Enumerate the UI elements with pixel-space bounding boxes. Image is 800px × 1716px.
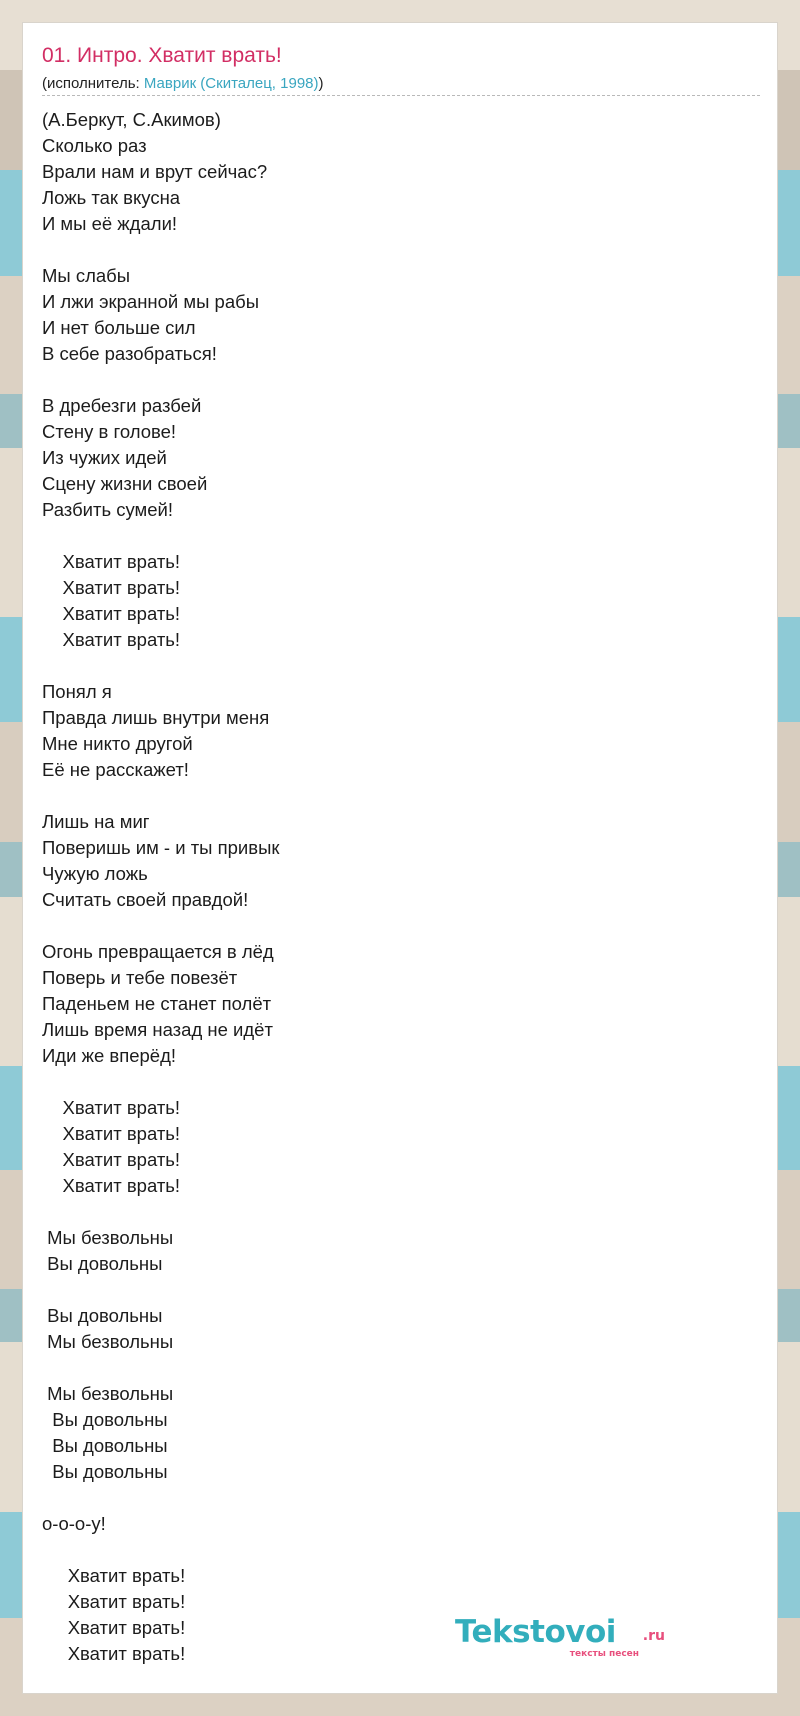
site-logo[interactable] xyxy=(455,1614,665,1660)
content-panel xyxy=(22,22,778,1694)
song-title: 01. Интро. Хватит врать! xyxy=(42,44,282,67)
logo-tld: .ru xyxy=(642,1628,665,1644)
artist-link[interactable]: Маврик (Скиталец, 1998) xyxy=(143,75,319,92)
artist-suffix: ) xyxy=(318,75,324,92)
artist-line xyxy=(42,75,760,96)
artist-prefix: (исполнитель: xyxy=(42,75,144,92)
lyrics-text: (А.Беркут, С.Акимов) Сколько раз Врали нам и врут сейчас? Ложь так вкусна И мы её ждали! Мы слабы И лжи экранной мы рабы И нет больше сил В себе разобраться! В дребезги разбей Стену в голове! Из чужих идей Сцену жизни своей Разбить сумей! Хватит врать! Хватит врать! Хватит врать! Хватит врать! Понял я Правда лишь внутри меня Мне никто другой Её не расскажет! Лишь на миг Поверишь им - и ты привык Чужую ложь Считать своей правдой! Огонь превращается в лёд Поверь и тебе повезёт Паденьем не станет полёт Лишь время назад не идёт Иди же вперёд! Хватит врать! Хватит врать! Хватит врать! Хватит врать! Мы безвольны Вы довольны Вы довольны Мы безвольны Мы безвольны Вы довольны Вы довольны Вы довольны о-о-о-у! Хватит врать! Хватит врать! Хватит врать! Хватит врать! xyxy=(42,109,280,1664)
logo-name: Tekstovoi xyxy=(455,1614,616,1650)
logo-tagline: тексты песен xyxy=(569,1649,639,1659)
